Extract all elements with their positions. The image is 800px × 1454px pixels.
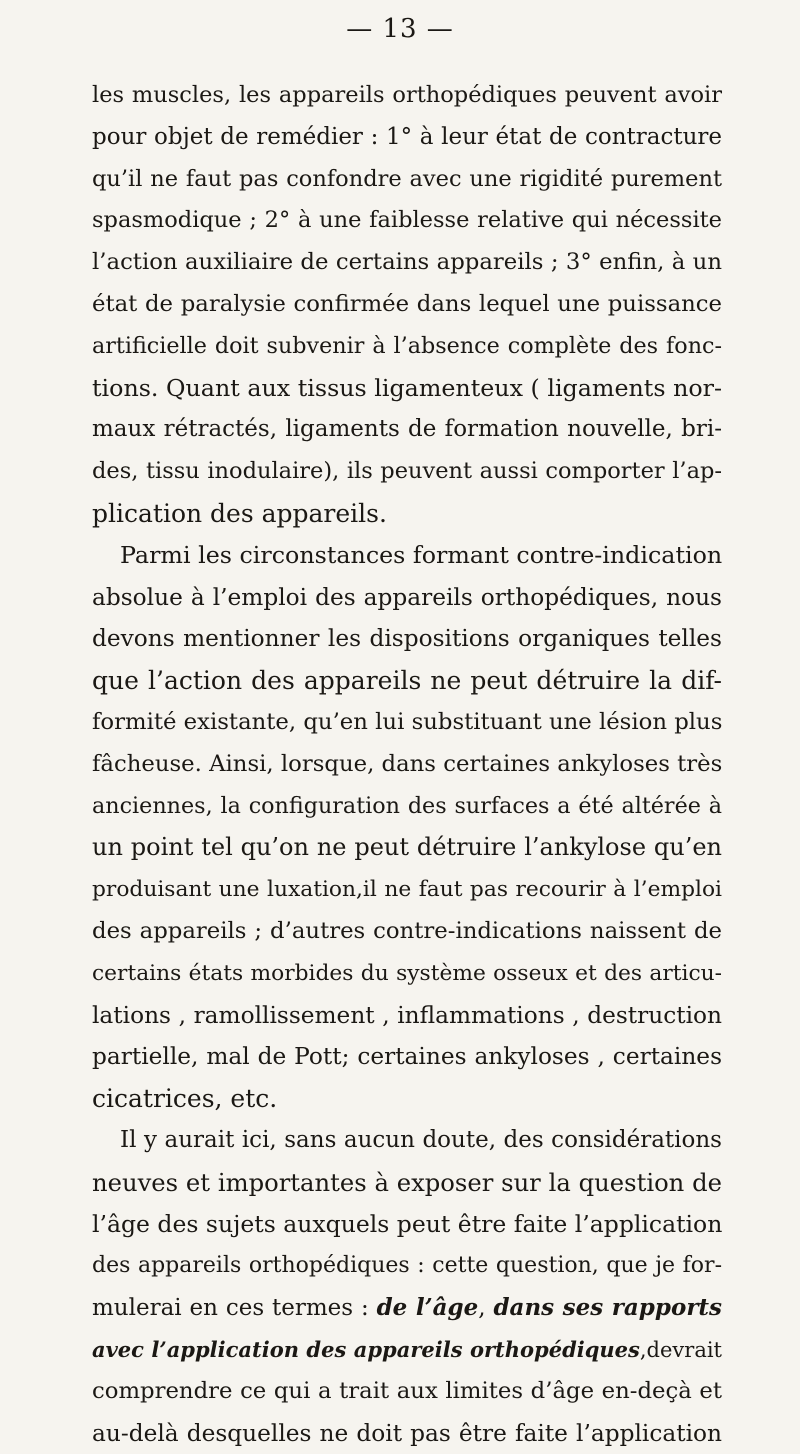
- text-line: l’action auxiliaire de certains appareils ; 3° enfin, à un: [92, 242, 722, 284]
- text-line: un point tel qu’on ne peut détruire l’ankylose qu’en: [92, 827, 722, 869]
- text-line-with-italics: [92, 1329, 722, 1371]
- text-line: au-delà desquelles ne doit pas être faite l’application: [92, 1413, 722, 1454]
- italic-phrase: avec l’application des appareils orthopédiques: [92, 1337, 640, 1362]
- text-line: absolue à l’emploi des appareils orthopédiques, nous: [92, 577, 722, 619]
- text-line: qu’il ne faut pas confondre avec une rigidité purement: [92, 159, 722, 201]
- text-line: anciennes, la configuration des surfaces a été altérée à: [92, 786, 722, 828]
- text-line-with-italics: [92, 1287, 722, 1329]
- text-segment: mulerai en ces termes :: [92, 1295, 377, 1321]
- text-line: partielle, mal de Pott; certaines ankyloses , certaines: [92, 1036, 722, 1078]
- page-number: — 13 —: [0, 12, 800, 46]
- text-line: tions. Quant aux tissus ligamenteux ( ligaments nor-: [92, 368, 722, 410]
- text-segment: ,devrait: [640, 1338, 722, 1362]
- text-line: neuves et importantes à exposer sur la question de: [92, 1162, 722, 1204]
- text-line: fâcheuse. Ainsi, lorsque, dans certaines ankyloses très: [92, 744, 722, 786]
- text-line: cicatrices, etc.: [92, 1078, 722, 1120]
- italic-phrase: dans ses rapports: [493, 1294, 722, 1321]
- paragraph-start: Parmi les circonstances formant contre-indication: [92, 535, 722, 577]
- text-line: comprendre ce qui a trait aux limites d’âge en-deçà et: [92, 1371, 722, 1413]
- text-line: maux rétractés, ligaments de formation nouvelle, bri-: [92, 409, 722, 451]
- text-line: lations , ramollissement , inflammations , destruction: [92, 995, 722, 1037]
- text-line: l’âge des sujets auxquels peut être faite l’application: [92, 1204, 722, 1246]
- text-line: pour objet de remédier : 1° à leur état de contracture: [92, 117, 722, 159]
- text-line: formité existante, qu’en lui substituant une lésion plus: [92, 702, 722, 744]
- text-line: devons mentionner les dispositions organiques telles: [92, 618, 722, 660]
- text-line: les muscles, les appareils orthopédiques peuvent avoir: [92, 75, 722, 117]
- italic-phrase: de l’âge: [377, 1294, 479, 1321]
- text-segment: ,: [478, 1295, 493, 1321]
- text-line: produisant une luxation,il ne faut pas recourir à l’emploi: [92, 869, 722, 911]
- text-line: certains états morbides du système osseux et des articu-: [92, 953, 722, 995]
- text-line: des, tissu inodulaire), ils peuvent aussi comporter l’ap-: [92, 451, 722, 493]
- text-line: spasmodique ; 2° à une faiblesse relative qui nécessite: [92, 200, 722, 242]
- text-line: des appareils orthopédiques : cette question, que je for-: [92, 1245, 722, 1287]
- text-line: que l’action des appareils ne peut détruire la dif-: [92, 660, 722, 702]
- text-line: artificielle doit subvenir à l’absence complète des fonc-: [92, 326, 722, 368]
- body-text: [92, 75, 722, 1454]
- paragraph-start: Il y aurait ici, sans aucun doute, des considérations: [92, 1120, 722, 1162]
- text-line: plication des appareils.: [92, 493, 722, 535]
- text-line: état de paralysie confirmée dans lequel une puissance: [92, 284, 722, 326]
- text-line: des appareils ; d’autres contre-indications naissent de: [92, 911, 722, 953]
